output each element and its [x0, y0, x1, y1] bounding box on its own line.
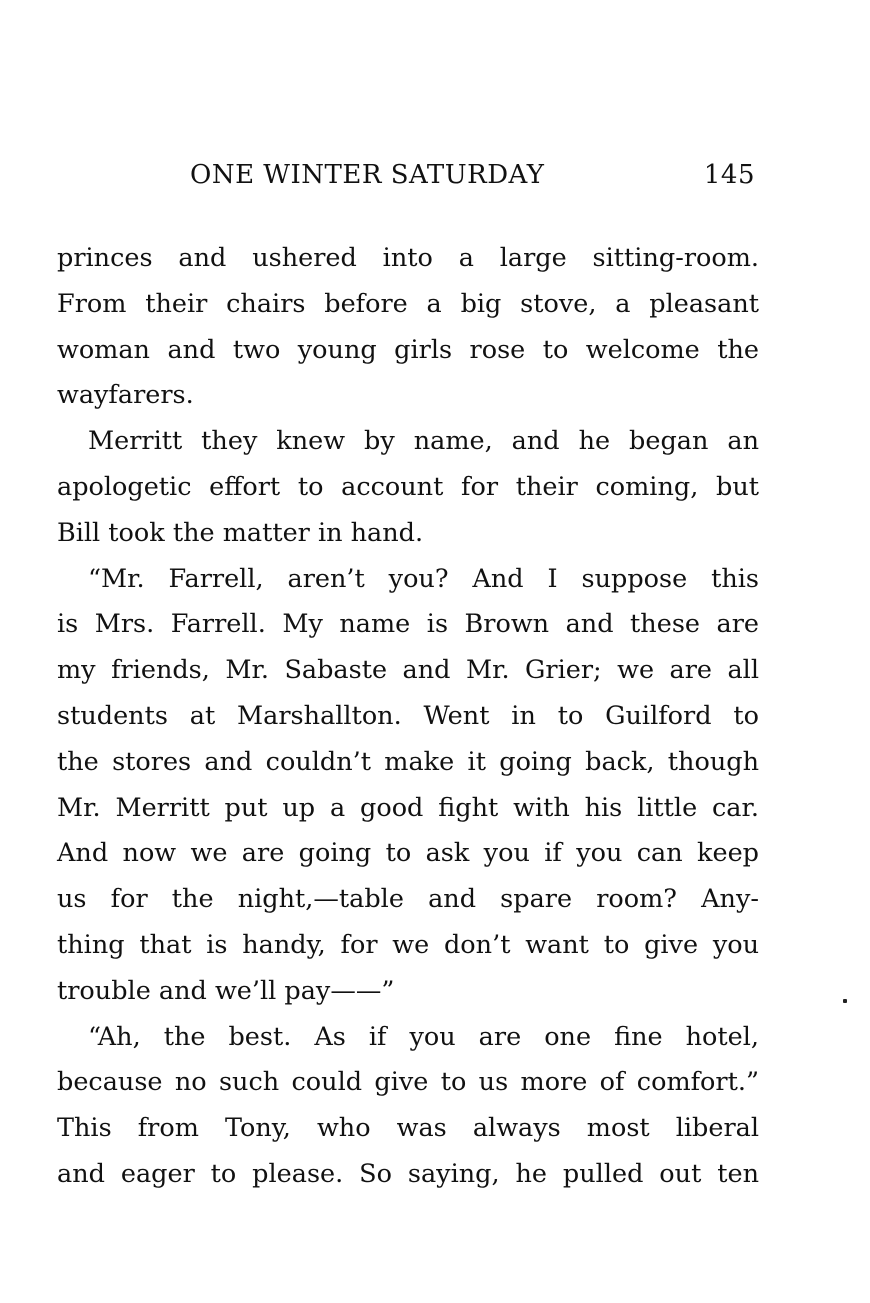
- text-line: and eager to please. So saying, he pulled out ten: [57, 1158, 759, 1189]
- text-line: From their chairs before a big stove, a pleasant: [57, 288, 759, 319]
- text-line: thing that is handy, for we don’t want to give you: [57, 929, 759, 960]
- text-line: is Mrs. Farrell. My name is Brown and these are: [57, 609, 759, 640]
- text-line: “Mr. Farrell, aren’t you? And I suppose this: [88, 563, 759, 594]
- text-line: my friends, Mr. Sabaste and Mr. Grier; we are all: [57, 655, 759, 686]
- text-line: wayfarers.: [57, 380, 194, 411]
- text-line: the stores and couldn’t make it going back, though: [57, 746, 759, 777]
- text-line: woman and two young girls rose to welcome the: [57, 334, 759, 365]
- page-number: 145: [703, 160, 755, 190]
- text-line: Bill took the matter in hand.: [57, 517, 424, 548]
- text-line: This from Tony, who was always most liberal: [57, 1113, 759, 1144]
- text-line: trouble and we’ll pay——”: [57, 975, 395, 1006]
- text-line: Merritt they knew by name, and he began an: [88, 426, 759, 457]
- text-line: apologetic effort to account for their coming, but: [57, 471, 759, 502]
- text-line: students at Marshallton. Went in to Guilford to: [57, 700, 759, 731]
- running-title: ONE WINTER SATURDAY: [190, 160, 545, 190]
- text-line: And now we are going to ask you if you can keep: [57, 838, 759, 869]
- text-line: “Ah, the best. As if you are one fine hotel,: [88, 1021, 759, 1052]
- scan-speck: [843, 999, 847, 1003]
- running-head: [190, 160, 760, 200]
- text-line: princes and ushered into a large sitting-room.: [57, 243, 759, 273]
- text-line: because no such could give to us more of comfort.”: [57, 1067, 759, 1098]
- text-line: Mr. Merritt put up a good fight with his little car.: [57, 792, 759, 823]
- body-text: [57, 236, 759, 1198]
- text-line: us for the night,—table and spare room? Any-: [57, 884, 759, 915]
